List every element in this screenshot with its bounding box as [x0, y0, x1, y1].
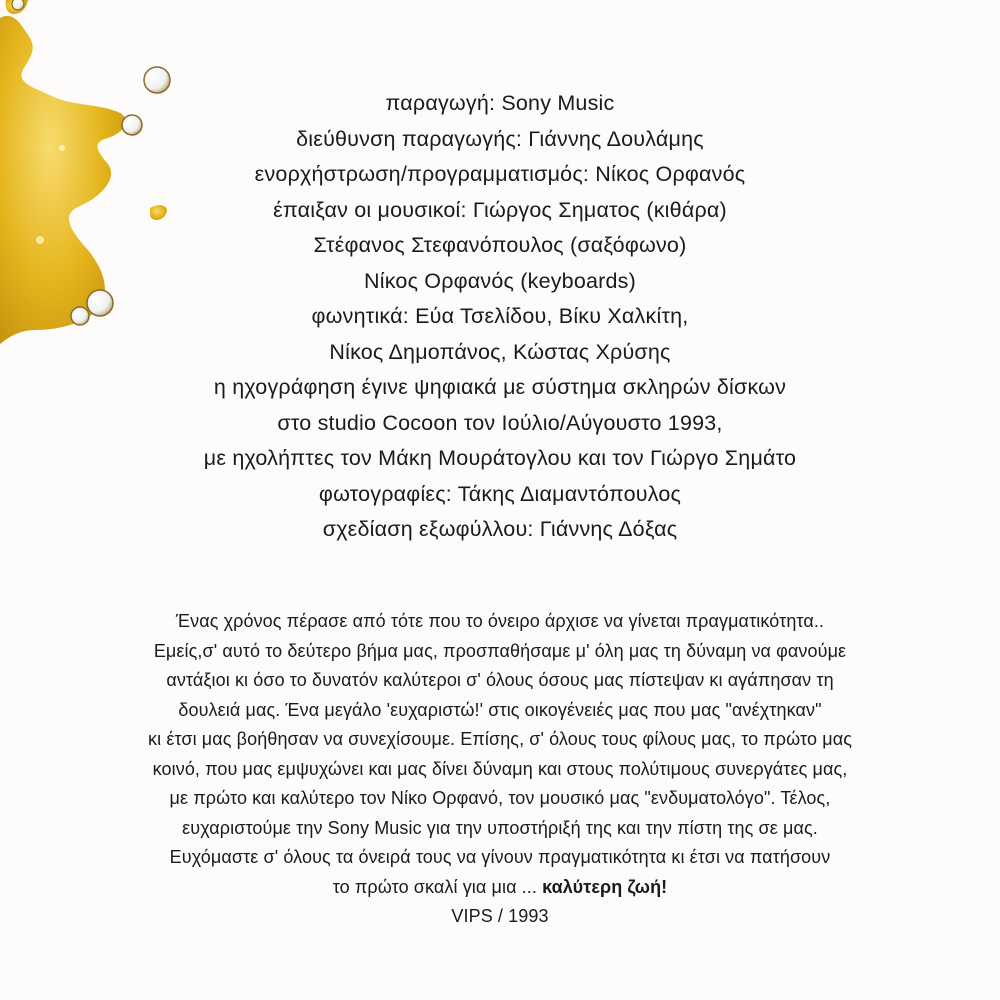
message-last-line — [0, 873, 1000, 903]
message-line: αντάξιοι κι όσο το δυνατόν καλύτεροι σ' όλους όσους μας πίστεψαν κι αγάπησαν τη — [166, 670, 834, 690]
message-line: με πρώτο και καλύτερο τον Νίκο Ορφανό, τον μουσικό μας "ενδυματολόγο". Τέλος, — [169, 788, 831, 808]
message-line: Ευχόμαστε σ' όλους τα όνειρά τους να γίνουν πραγματικότητα κι έτσι να πατήσουν — [169, 847, 831, 867]
credit-line: φωνητικά: Εύα Τσελίδου, Βίκυ Χαλκίτη, — [311, 304, 689, 328]
credits-block — [0, 86, 1000, 548]
thank-you-message — [0, 607, 1000, 932]
credit-line: στο studio Cocoon τον Ιούλιο/Αύγουστο 1993, — [277, 410, 723, 435]
credit-line: με ηχολήπτες τον Μάκη Μουράτογλου και τον Γιώργο Σημάτο — [203, 446, 797, 470]
signature: VIPS / 1993 — [451, 906, 549, 926]
credit-line: σχεδίαση εξωφύλλου: Γιάννης Δόξας — [322, 517, 678, 541]
credit-line: διεύθυνση παραγωγής: Γιάννης Δουλάμης — [296, 126, 704, 151]
message-last-line-text: το πρώτο σκαλί για μια ... — [332, 876, 543, 897]
message-closing-phrase: καλύτερη ζωή! — [542, 876, 668, 897]
credit-line: η ηχογράφηση έγινε ψηφιακά με σύστημα σκληρών δίσκων — [213, 375, 787, 399]
message-line: ευχαριστούμε την Sony Music για την υποστήριξή της και την πίστη της σε μας. — [182, 817, 818, 838]
credit-line: φωτογραφίες: Τάκης Διαμαντόπουλος — [318, 481, 682, 506]
message-line: Εμείς,σ' αυτό το δεύτερο βήμα μας, προσπαθήσαμε μ' όλη μας τη δύναμη να φανούμε — [153, 640, 847, 661]
message-line: κι έτσι μας βοήθησαν να συνεχίσουμε. Επίσης, σ' όλους τους φίλους μας, το πρώτο μας — [148, 729, 852, 749]
credit-line: παραγωγή: Sony Music — [385, 91, 615, 115]
message-line: δουλειά μας. Ένα μεγάλο 'ευχαριστώ!' στις οικογένειές μας που μας "ανέχτηκαν" — [178, 699, 822, 720]
message-line: κοινό, που μας εμψυχώνει και μας δίνει δύναμη και στους πολύτιμους συνεργάτες μας, — [152, 758, 848, 779]
credit-line: Νίκος Δημοπάνος, Κώστας Χρύσης — [329, 339, 671, 364]
bubble-5 — [12, 0, 24, 10]
credit-line: ενορχήστρωση/προγραμματισμός: Νίκος Ορφανός — [254, 162, 746, 186]
credit-line: Στέφανος Στεφανόπουλος (σαξόφωνο) — [313, 233, 687, 257]
message-line: Ένας χρόνος πέρασε από τότε που το όνειρο άρχισε να γίνεται πραγματικότητα.. — [175, 611, 825, 631]
credit-line: Νίκος Ορφανός (keyboards) — [364, 268, 636, 293]
credit-line: έπαιξαν οι μουσικοί: Γιώργος Σηματος (κιθάρα) — [273, 197, 727, 222]
